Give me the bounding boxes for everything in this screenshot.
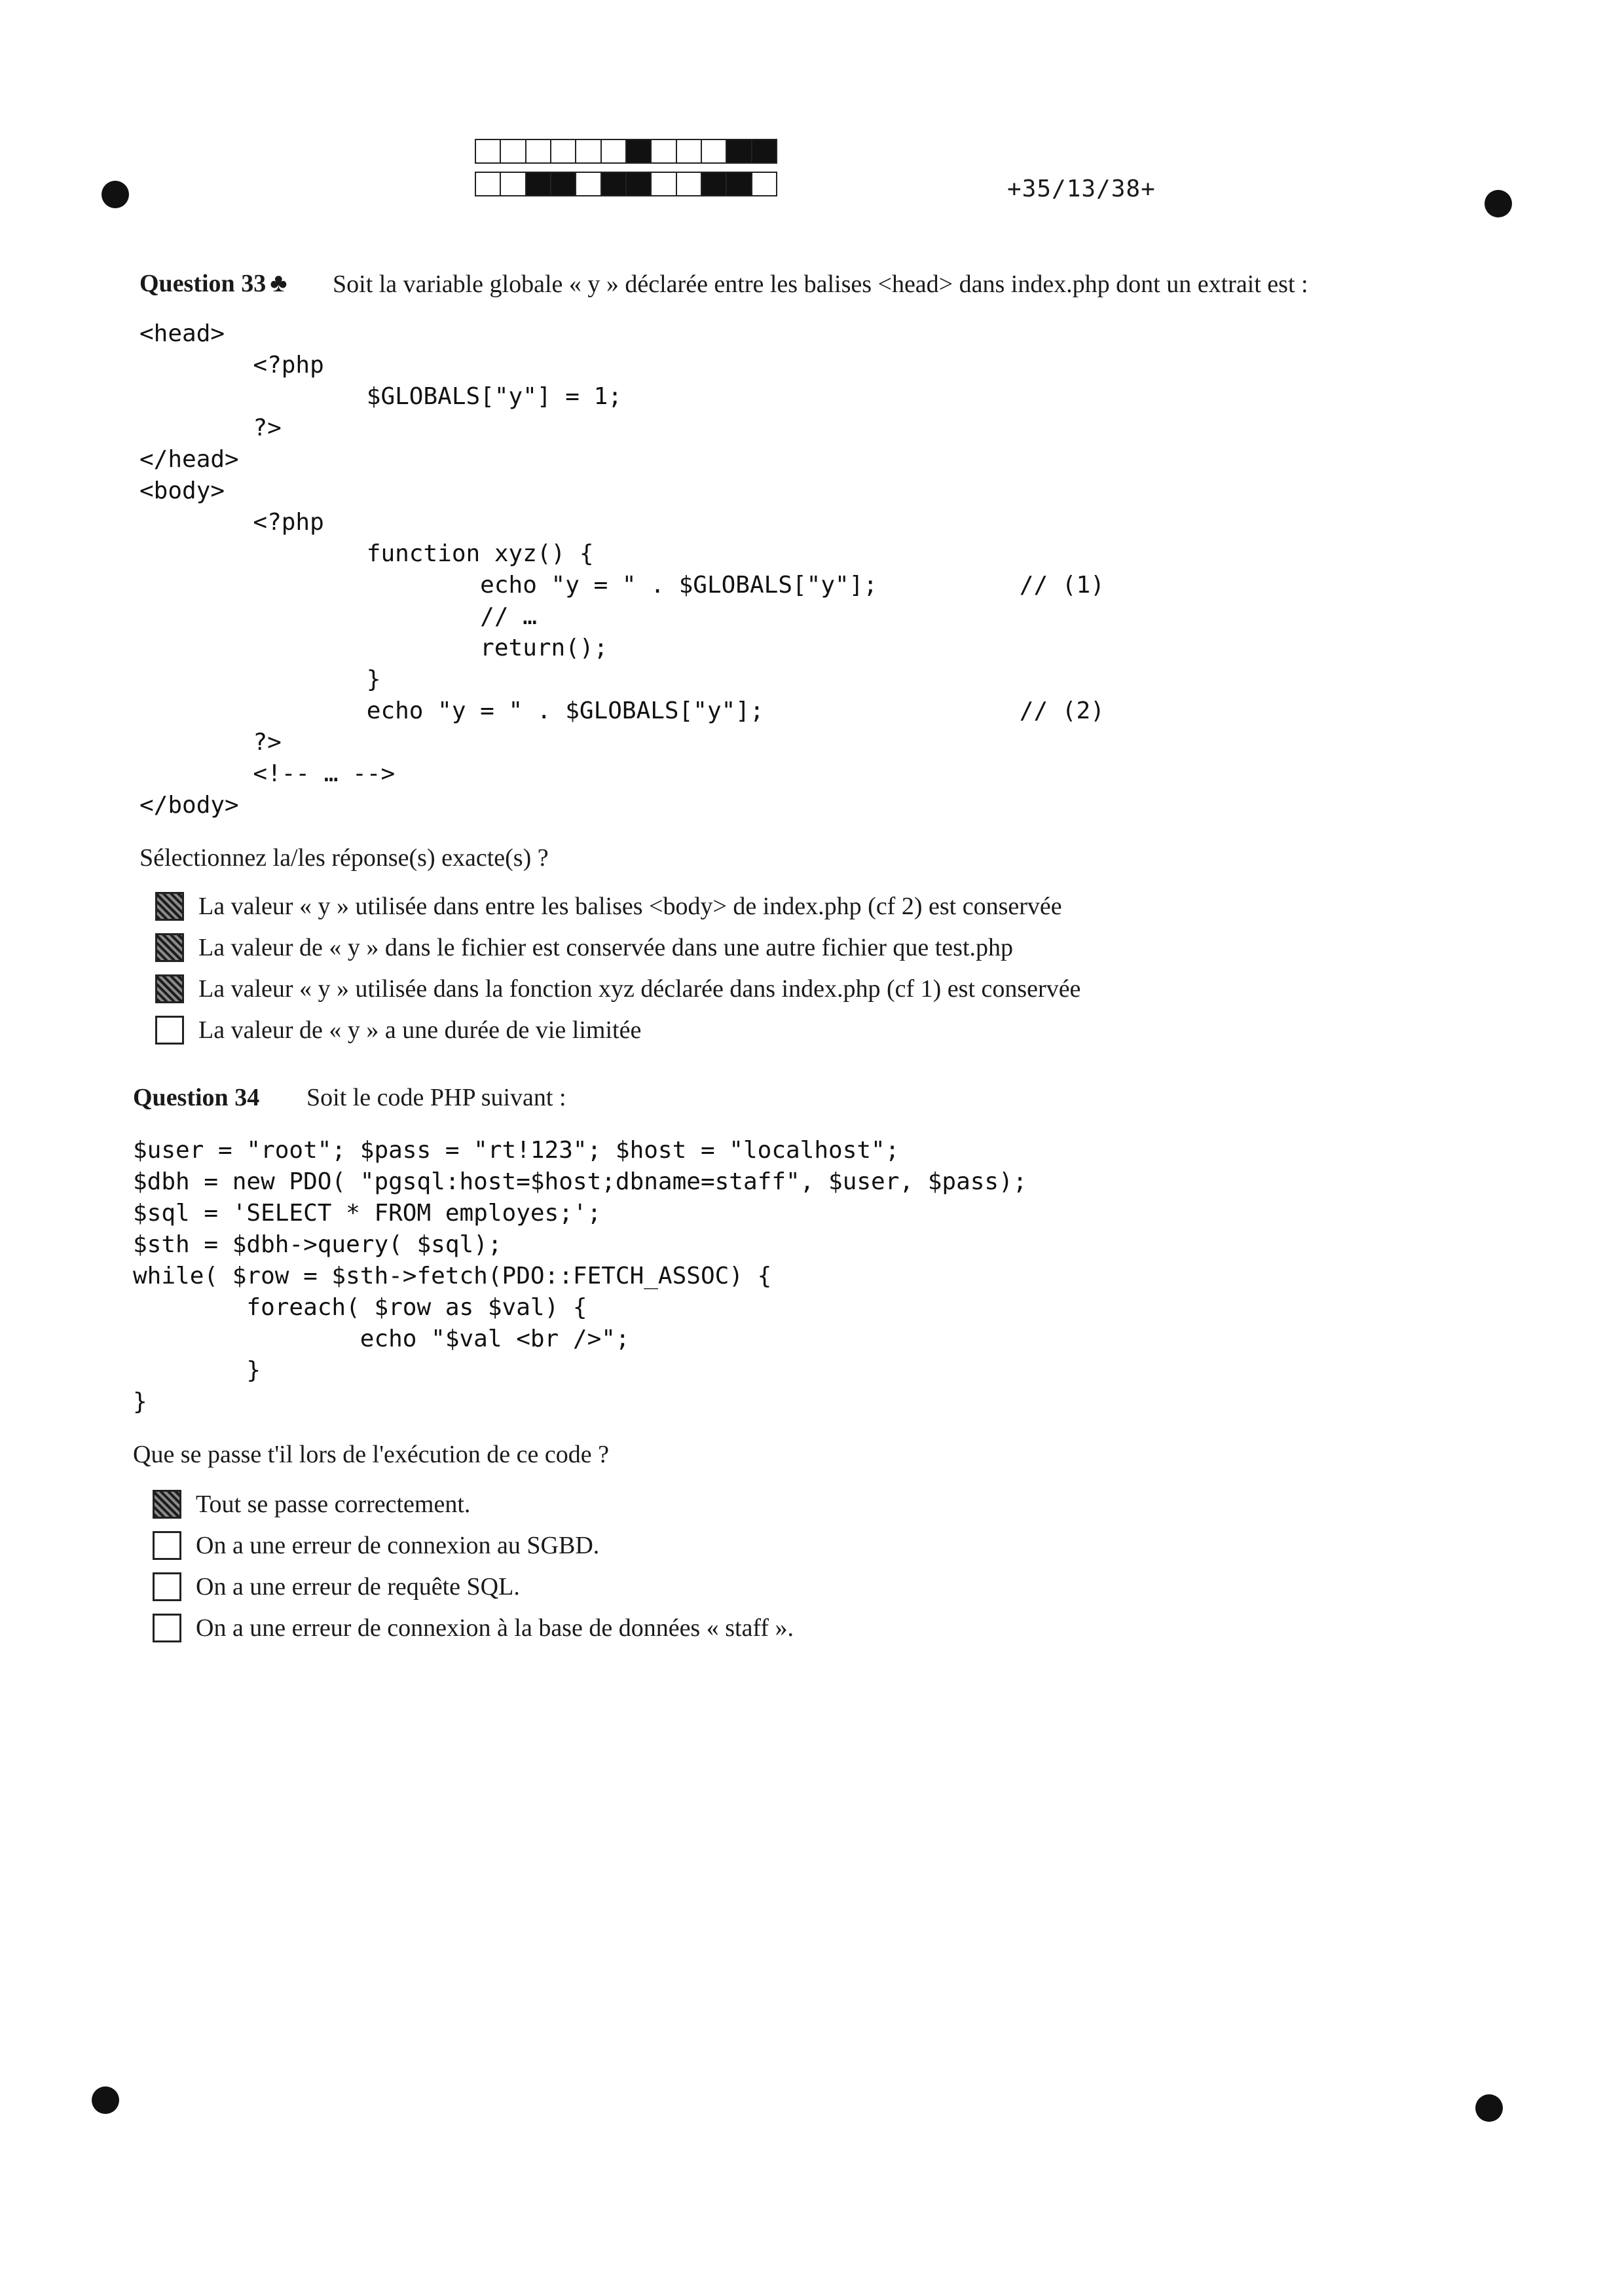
question-33-prompt: Sélectionnez la/les réponse(s) exacte(s) ?: [139, 844, 549, 872]
barcode-row-1: [475, 139, 776, 164]
barcode-cell: [650, 172, 676, 196]
barcode-cell: [550, 172, 576, 196]
answer-text: La valeur de « y » dans le fichier est conservée dans une autre fichier que test.php: [198, 934, 1013, 961]
club-icon: ♣: [270, 268, 287, 297]
barcode-cell: [751, 139, 777, 164]
question-33-header: [139, 267, 1308, 298]
barcode-cell: [600, 139, 627, 164]
barcode-cell: [575, 172, 601, 196]
barcode-cell: [525, 172, 551, 196]
answer-text: On a une erreur de requête SQL.: [196, 1573, 520, 1601]
barcode-cell: [625, 172, 652, 196]
question-33-answer-3[interactable]: [155, 974, 1080, 1003]
question-33-answer-2[interactable]: [155, 933, 1013, 962]
question-34-answer-1[interactable]: [153, 1490, 470, 1519]
barcode-cell: [726, 172, 752, 196]
answer-checkbox[interactable]: [155, 892, 184, 921]
question-34-label: Question 34: [133, 1084, 260, 1111]
barcode-cell: [726, 139, 752, 164]
question-34-code: $user = "root"; $pass = "rt!123"; $host = "localhost"; $dbh = new PDO( "pgsql:host=$host;dbname=staff", $user, $pass); $sql = 'SELECT * FROM employes;'; $sth = $dbh->query( $sql); while( $row = $sth->fetch(PDO::FETCH_ASSOC) { foreach( $row as $val) { echo "$val <br />"; } }: [133, 1137, 1027, 1415]
registration-mark-bottom-right: [1475, 2094, 1503, 2122]
barcode-cell: [625, 139, 652, 164]
barcode-cell: [475, 139, 501, 164]
question-33-text: Soit la variable globale « y » déclarée entre les balises <head> dans index.php dont un extrait est :: [333, 270, 1308, 298]
answer-checkbox[interactable]: [153, 1490, 181, 1519]
page-code: +35/13/38+: [1007, 176, 1156, 202]
question-34-header: [133, 1083, 566, 1112]
question-34-answer-2[interactable]: [153, 1531, 599, 1560]
answer-checkbox[interactable]: [153, 1531, 181, 1560]
barcode-cell: [500, 172, 526, 196]
barcode-cell: [650, 139, 676, 164]
question-33-answer-4[interactable]: [155, 1016, 641, 1045]
barcode-cell: [525, 139, 551, 164]
answer-checkbox[interactable]: [155, 1016, 184, 1045]
answer-text: On a une erreur de connexion à la base de données « staff ».: [196, 1614, 794, 1642]
barcode-cell: [676, 172, 702, 196]
barcode-cell: [600, 172, 627, 196]
answer-checkbox[interactable]: [155, 974, 184, 1003]
registration-mark-top-right: [1485, 190, 1512, 217]
barcode-cell: [701, 172, 727, 196]
answer-checkbox[interactable]: [153, 1572, 181, 1601]
barcode-cell: [751, 172, 777, 196]
barcode-cell: [701, 139, 727, 164]
answer-text: On a une erreur de connexion au SGBD.: [196, 1532, 600, 1559]
answer-text: La valeur « y » utilisée dans la fonction xyz déclarée dans index.php (cf 1) est conservée: [198, 975, 1081, 1003]
barcode-cell: [575, 139, 601, 164]
question-34-prompt: Que se passe t'il lors de l'exécution de ce code ?: [133, 1441, 609, 1468]
question-34-answer-3[interactable]: [153, 1572, 520, 1601]
answer-text: Tout se passe correctement.: [196, 1491, 471, 1518]
barcode-cell: [475, 172, 501, 196]
question-34-answer-4[interactable]: [153, 1614, 794, 1642]
question-34-text: Soit le code PHP suivant :: [306, 1084, 566, 1111]
registration-mark-bottom-left: [92, 2086, 119, 2114]
question-33-label: Question 33: [139, 270, 267, 297]
barcode-row-2: [475, 172, 776, 196]
answer-text: La valeur « y » utilisée dans entre les balises <body> de index.php (cf 2) est conservée: [198, 893, 1062, 920]
question-33-answer-1[interactable]: [155, 892, 1062, 921]
question-33-code: <head> <?php $GLOBALS["y"] = 1; ?> </head> <body> <?php function xyz() { echo "y = " . $GLOBALS["y"]; // (1) // … return(); } echo "y = " . $GLOBALS["y"]; // (2) ?> <!-- … --> </body>: [139, 320, 1105, 819]
barcode-cell: [676, 139, 702, 164]
barcode-cell: [550, 139, 576, 164]
answer-checkbox[interactable]: [153, 1614, 181, 1642]
answer-checkbox[interactable]: [155, 933, 184, 962]
registration-mark-top-left: [101, 181, 129, 208]
barcode-cell: [500, 139, 526, 164]
answer-text: La valeur de « y » a une durée de vie limitée: [198, 1016, 642, 1044]
